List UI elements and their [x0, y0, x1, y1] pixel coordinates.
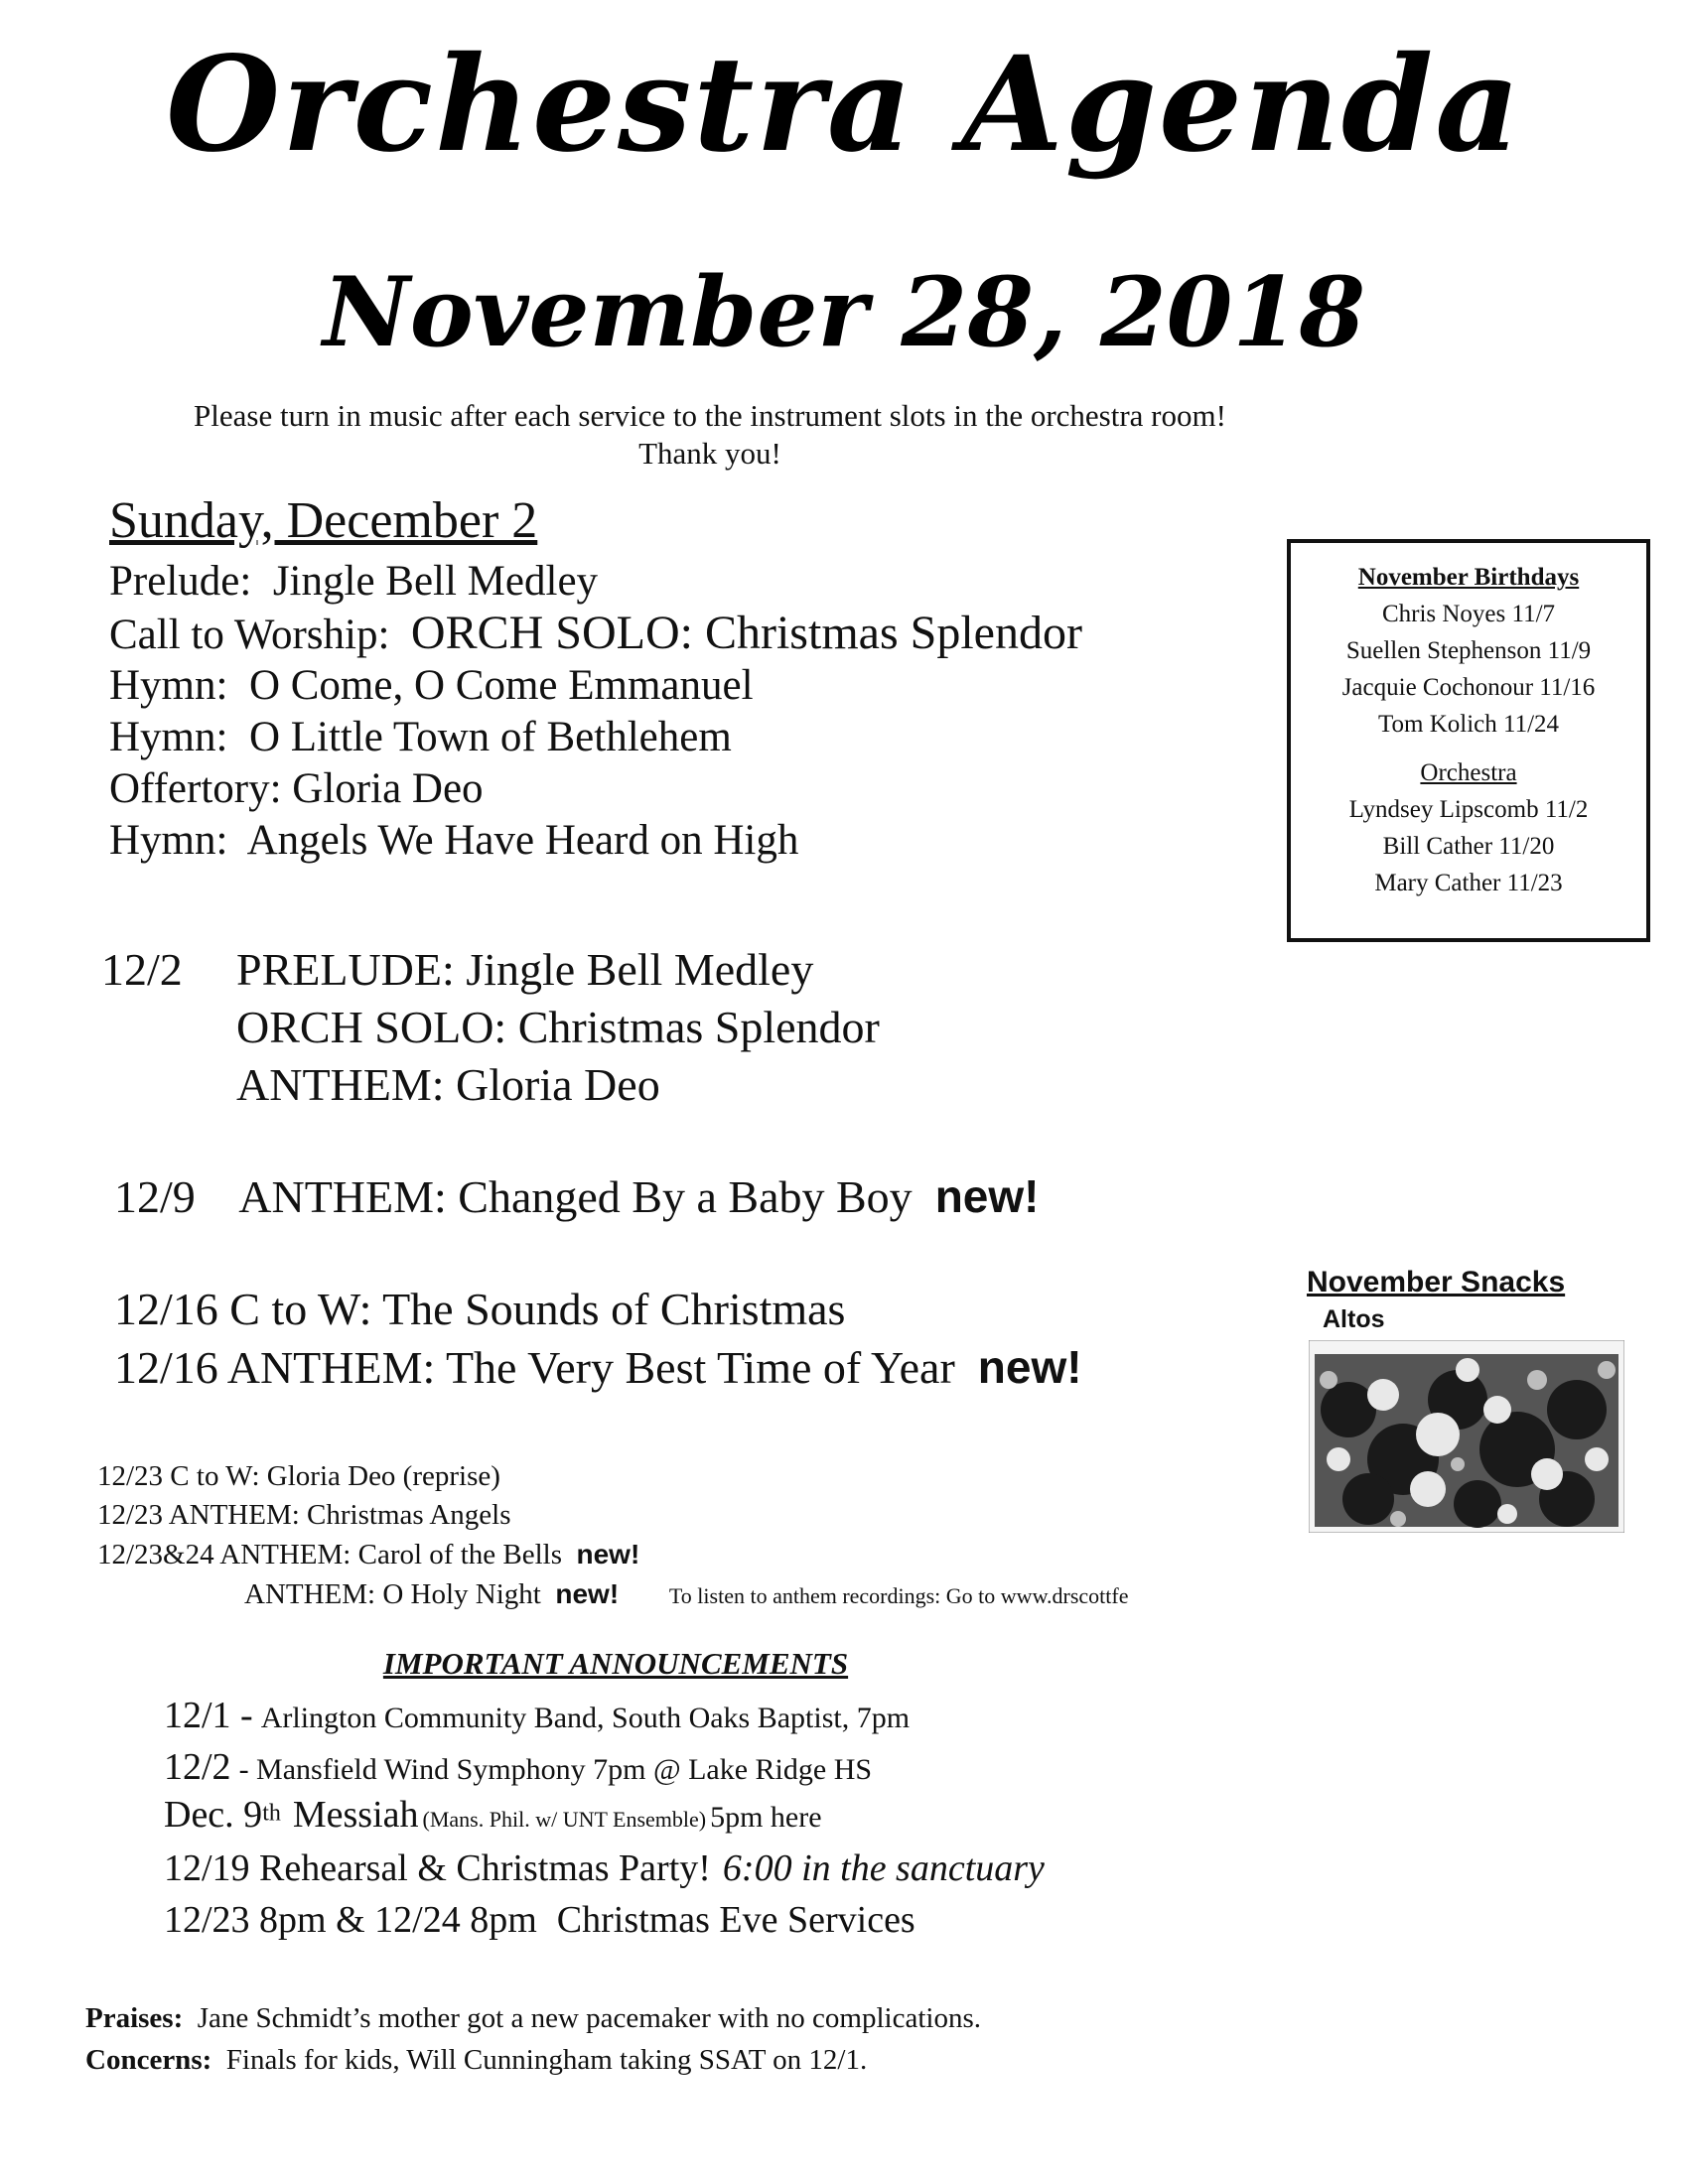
sunday-order-of-service [109, 556, 1082, 866]
birthday-entry: Lyndsey Lipscomb 11/2 [1348, 796, 1589, 823]
birthday-entry: Suellen Stephenson 11/9 [1345, 637, 1592, 664]
birthday-entry: Tom Kolich 11/24 [1377, 711, 1560, 738]
prayer-notes [85, 1997, 981, 2081]
agenda-date: November 28, 2018 [322, 256, 1366, 368]
schedule-dec2-lines [236, 941, 880, 1114]
new-badge: new! [576, 1539, 640, 1570]
service-item: Call to Worship: ORCH SOLO: Christmas Splendor [109, 606, 1082, 659]
birthday-entry: Mary Cather 11/23 [1374, 870, 1563, 896]
schedule-line: ANTHEM: O Holy Night new! To listen to anthem recordings: Go to www.drscottfe [244, 1578, 1129, 1610]
schedule-line: 12/23 ANTHEM: Christmas Angels [97, 1499, 511, 1531]
announcement-item: 12/19 Rehearsal & Christmas Party! 6:00 in the sanctuary [164, 1847, 1045, 1889]
service-item: Hymn: Angels We Have Heard on High [109, 816, 799, 864]
schedule-dec16 [114, 1281, 1082, 1397]
birthday-entry: Chris Noyes 11/7 [1381, 601, 1556, 627]
schedule-dec9-text: ANTHEM: Changed By a Baby Boy [238, 1171, 913, 1222]
schedule-dec9-date: 12/9 [114, 1171, 196, 1222]
birthdays-heading: November Birthdays [1357, 564, 1580, 591]
birthday-entry: Bill Cather 11/20 [1382, 833, 1555, 860]
small-schedule [97, 1457, 1129, 1615]
orchestra-birthdays-heading: Orchestra [1420, 759, 1517, 786]
service-item: Hymn: O Little Town of Bethlehem [109, 714, 732, 761]
schedule-line: 12/23&24 ANTHEM: Carol of the Bells new! [97, 1539, 640, 1570]
snacks-title: November Snacks [1307, 1266, 1566, 1298]
praises-line: Praises: Jane Schmidt’s mother got a new pacemaker with no complications. [85, 2002, 981, 2034]
schedule-line: ORCH SOLO: Christmas Splendor [236, 1002, 880, 1052]
new-badge: new! [555, 1578, 620, 1609]
listen-note: To listen to anthem recordings: Go to www.drscottfe [668, 1583, 1129, 1608]
schedule-dec2-date: 12/2 [101, 944, 183, 995]
announcement-item: Dec. 9th Messiah (Mans. Phil. w/ UNT Ensemble) 5pm here [164, 1794, 822, 1836]
service-item: Offertory: Gloria Deo [109, 764, 484, 812]
schedule-line: PRELUDE: Jingle Bell Medley [236, 944, 814, 995]
schedule-line: ANTHEM: Gloria Deo [236, 1059, 660, 1110]
announcements-heading: IMPORTANT ANNOUNCEMENTS [382, 1646, 849, 1681]
new-badge: new! [934, 1170, 1040, 1222]
schedule-line: 12/16 C to W: The Sounds of Christmas [114, 1284, 846, 1334]
announcement-item: 12/1 - Arlington Community Band, South Oaks Baptist, 7pm [164, 1695, 911, 1736]
schedule-dec9 [114, 1167, 1039, 1226]
birthday-entry: Jacquie Cochonour 11/16 [1341, 674, 1596, 701]
page-title: Orchestra Agenda [166, 28, 1522, 182]
service-item: Prelude: Jingle Bell Medley [109, 558, 599, 605]
new-badge: new! [977, 1341, 1082, 1393]
snacks-photo [1309, 1340, 1624, 1533]
schedule-line: 12/23 C to W: Gloria Deo (reprise) [97, 1460, 500, 1492]
notice-line-1: Please turn in music after each service to the instrument slots in the orchestra room! [194, 398, 1226, 433]
announcement-item: 12/23 8pm & 12/24 8pm Christmas Eve Services [164, 1899, 915, 1941]
notice-line-2: Thank you! [638, 436, 781, 471]
announcement-item: 12/2 - Mansfield Wind Symphony 7pm @ Lake Ridge HS [164, 1746, 873, 1788]
birthdays-box [1287, 539, 1650, 942]
snacks-group: Altos [1323, 1305, 1385, 1333]
concerns-line: Concerns: Finals for kids, Will Cunningham taking SSAT on 12/1. [85, 2044, 868, 2076]
sunday-heading: Sunday, December 2 [109, 492, 538, 549]
schedule-line: 12/16 ANTHEM: The Very Best Time of Year new! [114, 1341, 1082, 1393]
service-item: Hymn: O Come, O Come Emmanuel [109, 662, 754, 710]
